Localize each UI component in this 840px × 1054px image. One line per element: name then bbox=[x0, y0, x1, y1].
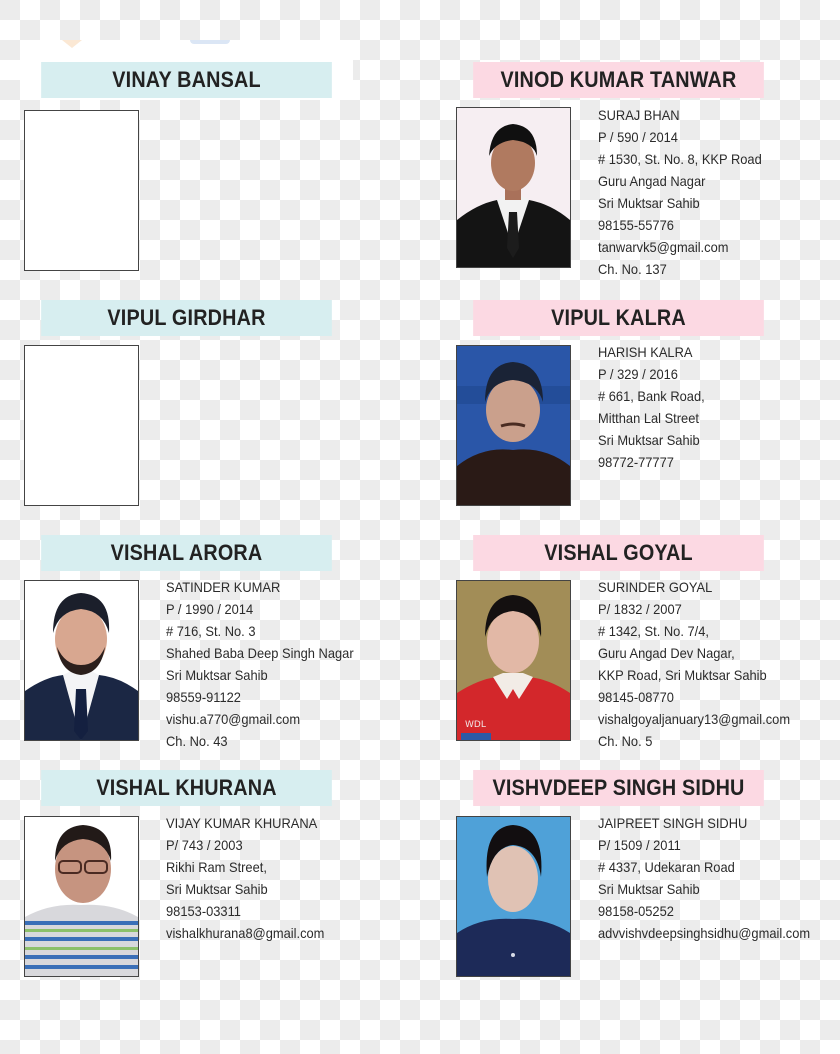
phone-number: 98153-03311 bbox=[166, 903, 241, 919]
photo-placeholder bbox=[24, 345, 139, 506]
city: Sri Muktsar Sahib bbox=[166, 881, 268, 897]
father-name: HARISH KALRA bbox=[598, 344, 693, 360]
address-line: Rikhi Ram Street, bbox=[166, 859, 267, 875]
city: Sri Muktsar Sahib bbox=[166, 667, 268, 683]
member-details bbox=[598, 341, 714, 473]
father-name: JAIPREET SINGH SIDHU bbox=[598, 815, 748, 831]
decorative-shape bbox=[62, 40, 82, 48]
phone-number: 98559-91122 bbox=[166, 689, 241, 705]
email-address: tanwarvk5@gmail.com bbox=[598, 239, 729, 255]
enrollment-number: P / 590 / 2014 bbox=[598, 129, 678, 145]
city: KKP Road, Sri Muktsar Sahib bbox=[598, 667, 767, 683]
member-details bbox=[166, 576, 370, 752]
email-address: vishalkhurana8@gmail.com bbox=[166, 925, 325, 941]
member-details bbox=[598, 104, 776, 280]
member-name-band: VINAY BANSAL bbox=[41, 62, 332, 98]
address-line: Shahed Baba Deep Singh Nagar bbox=[166, 645, 354, 661]
enrollment-number: P/ 743 / 2003 bbox=[166, 837, 243, 853]
address-line: # 716, St. No. 3 bbox=[166, 623, 256, 639]
address-line: Guru Angad Nagar bbox=[598, 173, 706, 189]
father-name: SURAJ BHAN bbox=[598, 107, 680, 123]
decorative-shape bbox=[190, 40, 230, 44]
member-name-band: VISHVDEEP SINGH SIDHU bbox=[473, 770, 764, 806]
member-name-band: VINOD KUMAR TANWAR bbox=[473, 62, 764, 98]
phone-number: 98772-77777 bbox=[598, 454, 674, 470]
member-photo bbox=[456, 580, 571, 741]
member-details bbox=[598, 812, 829, 944]
member-name-band: VIPUL GIRDHAR bbox=[41, 300, 332, 336]
chamber-number: Ch. No. 5 bbox=[598, 733, 653, 749]
email-address: advvishvdeepsinghsidhu@gmail.com bbox=[598, 925, 811, 941]
city: Sri Muktsar Sahib bbox=[598, 195, 700, 211]
member-details bbox=[598, 576, 807, 752]
phone-number: 98158-05252 bbox=[598, 903, 674, 919]
member-name-band: VIPUL KALRA bbox=[473, 300, 764, 336]
address-line: Guru Angad Dev Nagar, bbox=[598, 645, 735, 661]
address-line: # 661, Bank Road, bbox=[598, 388, 705, 404]
member-photo bbox=[24, 816, 139, 977]
enrollment-number: P / 329 / 2016 bbox=[598, 366, 678, 382]
photo-placeholder bbox=[24, 110, 139, 271]
member-photo bbox=[24, 580, 139, 741]
city: Sri Muktsar Sahib bbox=[598, 881, 700, 897]
address-line: # 1342, St. No. 7/4, bbox=[598, 623, 709, 639]
member-name-band: VISHAL GOYAL bbox=[473, 535, 764, 571]
phone-number: 98145-08770 bbox=[598, 689, 674, 705]
father-name: VIJAY KUMAR KHURANA bbox=[166, 815, 318, 831]
city: Sri Muktsar Sahib bbox=[598, 432, 700, 448]
member-photo bbox=[456, 345, 571, 506]
email-address: vishalgoyaljanuary13@gmail.com bbox=[598, 711, 791, 727]
chamber-number: Ch. No. 137 bbox=[598, 261, 667, 277]
father-name: SURINDER GOYAL bbox=[598, 579, 713, 595]
email-address: vishu.a770@gmail.com bbox=[166, 711, 301, 727]
address-line: # 1530, St. No. 8, KKP Road bbox=[598, 151, 762, 167]
chamber-number: Ch. No. 43 bbox=[166, 733, 228, 749]
member-photo bbox=[456, 816, 571, 977]
svg-text:WDL: WDL bbox=[465, 720, 486, 730]
address-line: Mitthan Lal Street bbox=[598, 410, 699, 426]
member-photo bbox=[456, 107, 571, 268]
phone-number: 98155-55776 bbox=[598, 217, 674, 233]
member-name-band: VISHAL ARORA bbox=[41, 535, 332, 571]
enrollment-number: P/ 1509 / 2011 bbox=[598, 837, 681, 853]
father-name: SATINDER KUMAR bbox=[166, 579, 281, 595]
address-line: # 4337, Udekaran Road bbox=[598, 859, 735, 875]
member-details bbox=[166, 812, 338, 944]
enrollment-number: P / 1990 / 2014 bbox=[166, 601, 254, 617]
member-name-band: VISHAL KHURANA bbox=[41, 770, 332, 806]
enrollment-number: P/ 1832 / 2007 bbox=[598, 601, 682, 617]
